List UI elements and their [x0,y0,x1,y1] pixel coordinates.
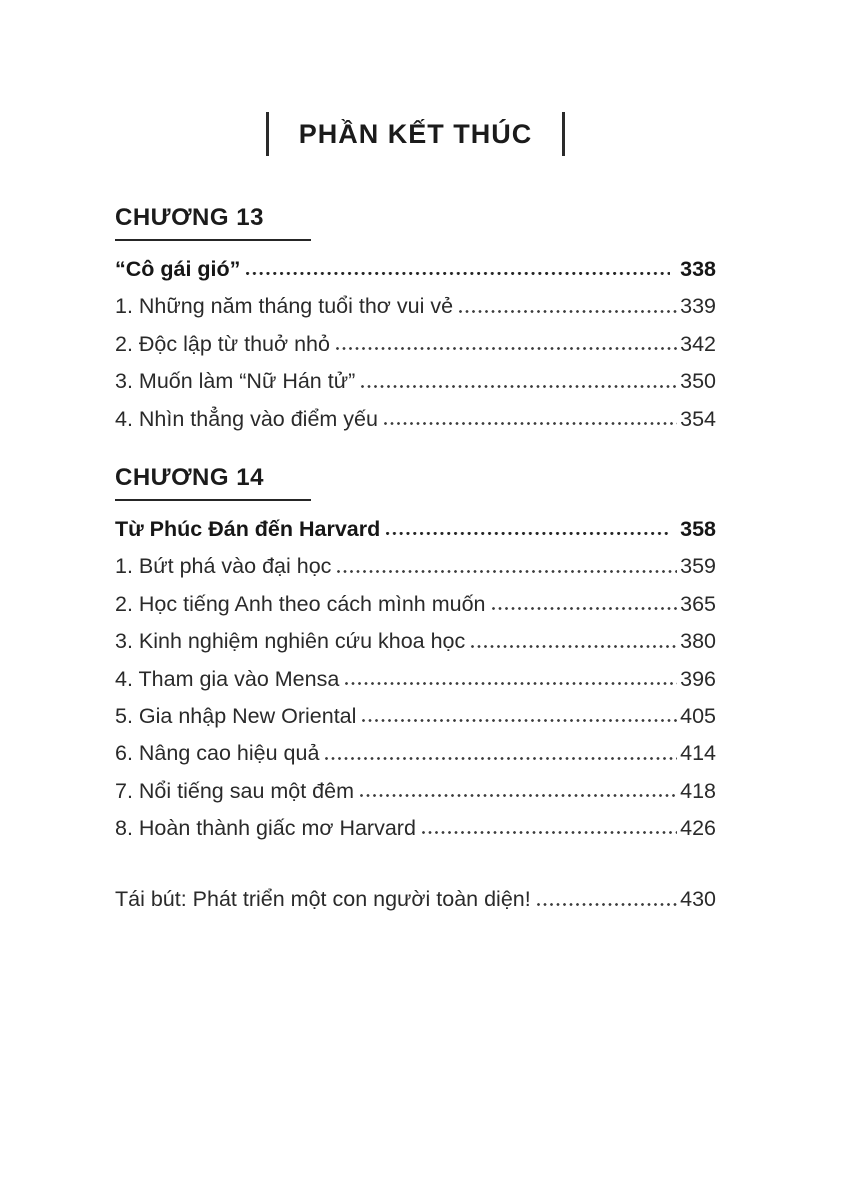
dot-leader [336,347,677,350]
toc-entry-page: 359 [680,554,716,579]
toc-entry-page: 358 [680,516,716,541]
toc-entry-page: 396 [680,666,716,691]
toc-entry-page: 342 [680,331,716,356]
toc-entry-page: 339 [680,294,716,319]
toc-entry-label: 8. Hoàn thành giấc mơ Harvard [115,816,416,841]
toc-entry-page: 350 [680,369,716,394]
toc-entry-label: 5. Gia nhập New Oriental [115,703,357,728]
toc-entry [115,623,716,660]
toc-entry [115,251,716,288]
right-divider-bar [562,112,565,156]
toc-entry-page: 354 [680,406,716,431]
dot-leader [422,831,677,834]
toc-entry [115,326,716,363]
toc-entry [115,661,716,698]
toc-entry-label: 7. Nổi tiếng sau một đêm [115,778,355,803]
dot-leader [361,385,677,388]
chapter-section [115,464,716,848]
toc-entry-page: 426 [680,816,716,841]
dot-leader [384,422,677,425]
toc-entry-page: 414 [680,741,716,766]
toc-entry-label: Tái bút: Phát triển một con người toàn diện! [115,887,531,912]
chapter-sections [115,204,716,847]
dot-leader [337,570,677,573]
toc-entry-page: 418 [680,778,716,803]
toc-entry [115,363,716,400]
toc-entry-label: 4. Nhìn thẳng vào điểm yếu [115,406,378,431]
dot-leader [459,310,677,313]
toc-entry-page: 430 [680,887,716,912]
chapter-heading: CHƯƠNG 13 [115,204,311,241]
part-title-block [115,112,716,156]
toc-entry [115,548,716,585]
dot-leader [471,645,677,648]
toc-entry-label: 1. Bứt phá vào đại học [115,554,332,579]
toc-entry-label: 6. Nâng cao hiệu quả [115,741,320,766]
toc-entry [115,288,716,325]
toc-entry-postscript [115,881,716,918]
dot-leader [325,757,677,760]
dot-leader [537,903,677,906]
toc-entry-label: 2. Học tiếng Anh theo cách mình muốn [115,591,486,616]
table-of-contents [115,204,716,919]
toc-entry-page: 365 [680,591,716,616]
toc-entry [115,511,716,548]
toc-entry [115,773,716,810]
toc-entry-page: 405 [680,703,716,728]
toc-entry-label: Từ Phúc Đán đến Harvard [115,516,381,541]
toc-entry-label: “Cô gái gió” [115,257,241,281]
dot-leader [492,607,678,610]
toc-entry-label: 3. Kinh nghiệm nghiên cứu khoa học [115,629,466,654]
toc-entry-label: 4. Tham gia vào Mensa [115,666,340,691]
chapter-section [115,204,716,438]
left-divider-bar [266,112,269,156]
toc-entry-page: 380 [680,629,716,654]
chapter-heading: CHƯƠNG 14 [115,464,311,501]
toc-entry [115,401,716,438]
dot-leader [362,719,677,722]
dot-leader [246,272,670,275]
toc-entry-label: 3. Muốn làm “Nữ Hán tử” [115,369,356,394]
toc-entry [115,810,716,847]
toc-entry [115,698,716,735]
toc-entry-label: 1. Những năm tháng tuổi thơ vui vẻ [115,294,454,319]
toc-entry [115,735,716,772]
toc-entry-page: 338 [680,257,716,281]
toc-entry-label: 2. Độc lập từ thuở nhỏ [115,331,330,356]
dot-leader [360,794,677,797]
dot-leader [386,532,670,535]
toc-entry [115,586,716,623]
dot-leader [345,682,677,685]
part-title: PHẦN KẾT THÚC [298,118,533,149]
